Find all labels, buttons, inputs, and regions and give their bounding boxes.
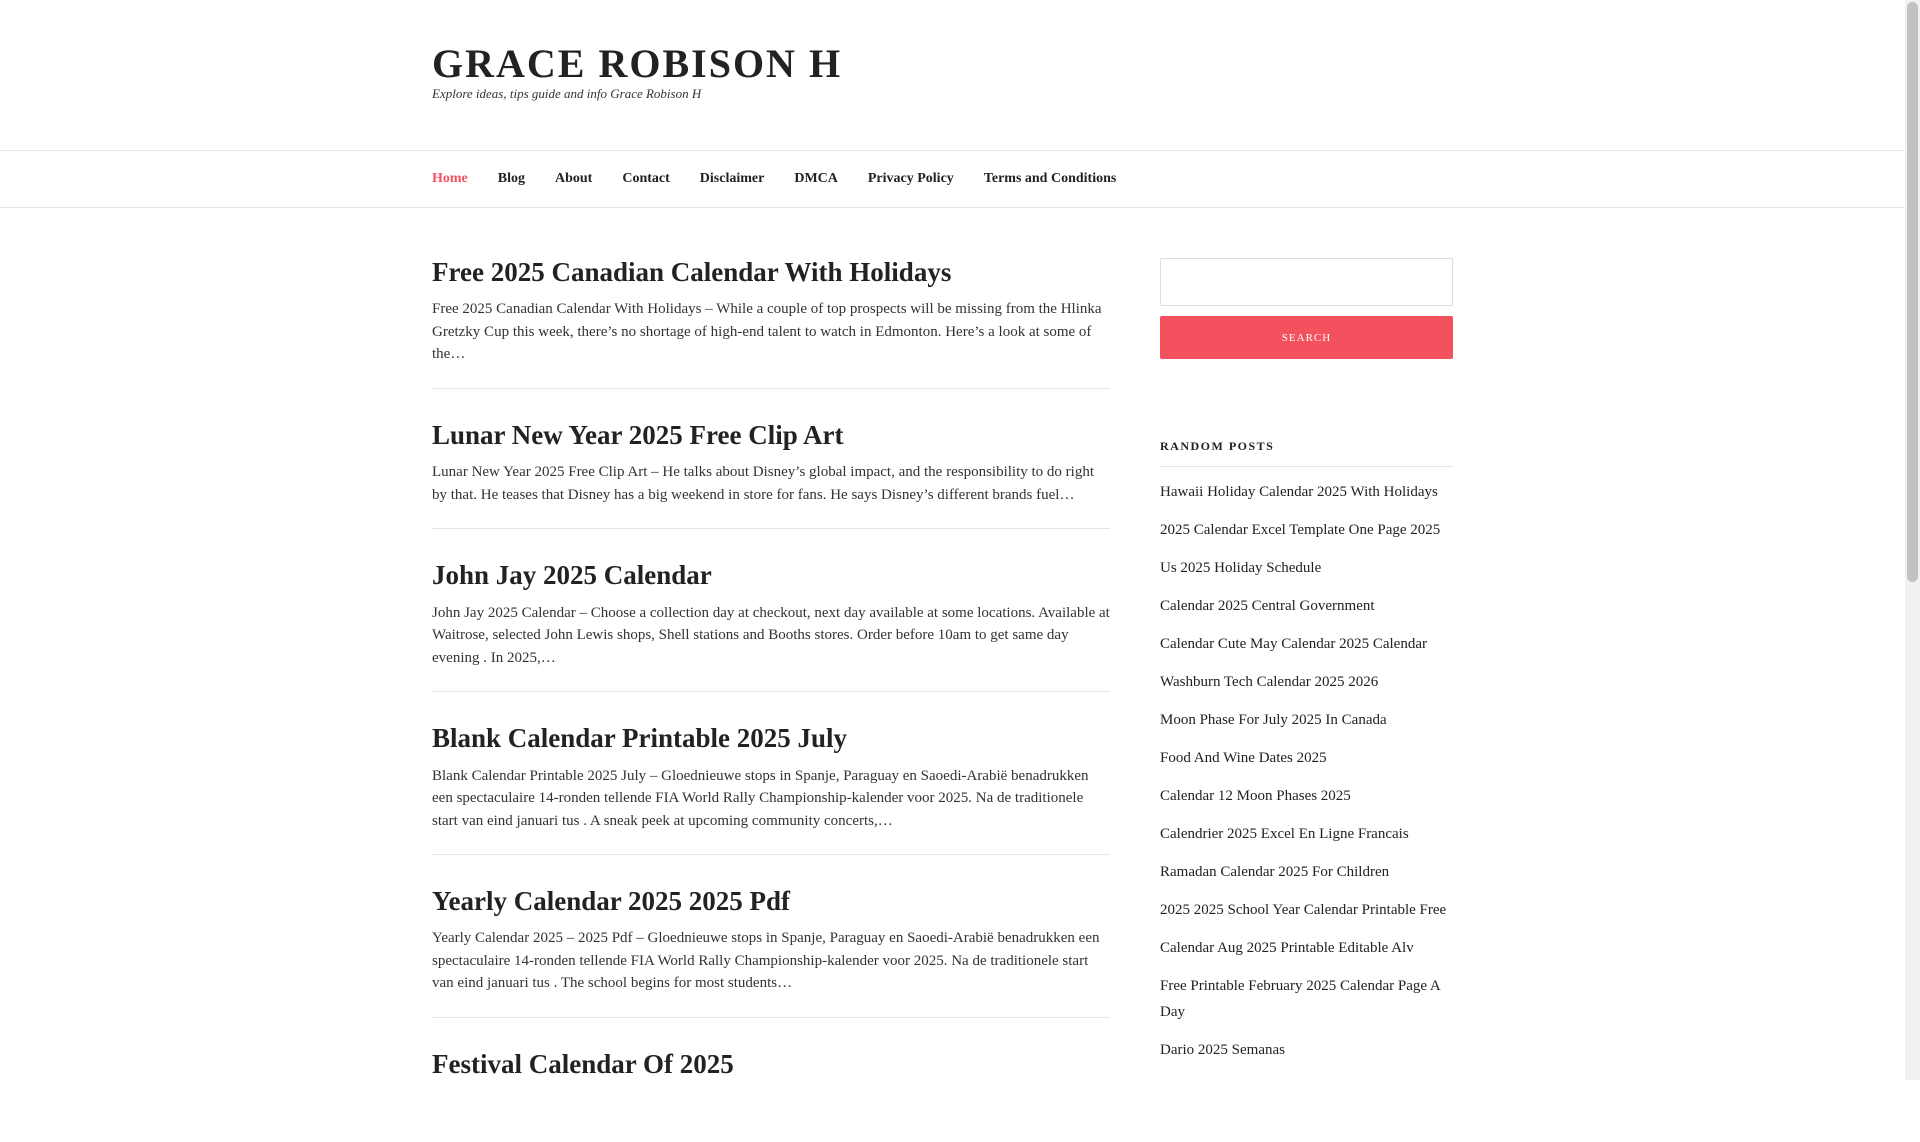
nav-item-about[interactable]: About (555, 171, 593, 186)
post-item (432, 419, 1110, 529)
site-title[interactable]: GRACE ROBISON H (432, 41, 843, 86)
random-post-link[interactable]: Moon Phase For July 2025 In Canada (1160, 712, 1387, 728)
random-post-link[interactable]: Food And Wine Dates 2025 (1160, 750, 1327, 766)
list-item (1160, 743, 1453, 773)
post-title[interactable]: John Jay 2025 Calendar (432, 560, 712, 591)
post-excerpt: John Jay 2025 Calendar – Choose a collection day at checkout, next day available at some locations. Available at Waitrose, selected John Lewis shops, Shell stations and Booths stores. Order before 10am to get same day evening . In 2025,… (432, 604, 1110, 666)
post-item (432, 1048, 1110, 1112)
post-excerpt: Blank Calendar Printable 2025 July – Gloednieuwe stops in Spanje, Paraguay en Saoedi-Arabië benadrukken een spectaculaire 14-ronden tellende FIA World Rally Championship-kalender voor 2025. Na de traditionele start van eind januari tus . A sneak peek at upcoming community concerts,… (432, 767, 1089, 829)
scrollbar-thumb[interactable] (1907, 2, 1918, 582)
post-excerpt: Lunar New Year 2025 Free Clip Art – He talks about Disney’s global impact, and the responsibility to do right by that. He teases that Disney has a big weekend in store for fans. He says Disney’s different brands fuel… (432, 464, 1094, 503)
list-item (1160, 1035, 1453, 1065)
nav-item-dmca[interactable]: DMCA (794, 171, 838, 186)
random-post-link[interactable]: 2025 2025 School Year Calendar Printable Free (1160, 902, 1447, 918)
random-post-link[interactable]: Calendar Cute May Calendar 2025 Calendar (1160, 636, 1427, 652)
list-item (1160, 895, 1453, 925)
list-item (1160, 933, 1453, 963)
list-item (1160, 819, 1453, 849)
post-excerpt: Yearly Calendar 2025 – 2025 Pdf – Gloednieuwe stops in Spanje, Paraguay en Saoedi-Arabië benadrukken een spectaculaire 14-ronden tellende FIA World Rally Championship-kalender voor 2025. Na de traditionele start van eind januari tus . The school begins for most students… (432, 930, 1100, 992)
post-item (432, 559, 1110, 692)
list-item (1160, 705, 1453, 735)
list-item (1160, 857, 1453, 887)
post-list (432, 256, 1110, 1142)
site-header (0, 0, 1905, 151)
list-item (1160, 477, 1453, 507)
nav-item-contact[interactable]: Contact (622, 171, 670, 186)
scrollbar[interactable] (1905, 0, 1920, 1080)
random-post-link[interactable]: Free Printable February 2025 Calendar Page A Day (1160, 978, 1440, 1020)
site-tagline: Explore ideas, tips guide and info Grace Robison H (432, 86, 702, 101)
random-post-link[interactable]: Ramadan Calendar 2025 For Children (1160, 864, 1390, 880)
post-item (432, 885, 1110, 1018)
random-post-link[interactable]: 2025 Calendar Excel Template One Page 2025 (1160, 522, 1441, 538)
post-title[interactable]: Festival Calendar Of 2025 (432, 1048, 734, 1079)
random-post-link[interactable]: Washburn Tech Calendar 2025 2026 (1160, 674, 1379, 690)
sidebar (1160, 258, 1453, 1073)
post-title[interactable]: Blank Calendar Printable 2025 July (432, 723, 848, 754)
search-button[interactable]: SEARCH (1160, 316, 1453, 359)
list-item (1160, 553, 1453, 583)
nav-item-privacy-policy[interactable]: Privacy Policy (867, 171, 954, 186)
list-item (1160, 781, 1453, 811)
random-post-link[interactable]: Calendar 2025 Central Government (1160, 598, 1375, 614)
random-posts-list (1160, 477, 1453, 1065)
random-post-link[interactable]: Calendrier 2025 Excel En Ligne Francais (1160, 826, 1409, 842)
list-item (1160, 629, 1453, 659)
post-title[interactable]: Free 2025 Canadian Calendar With Holidays (432, 257, 952, 287)
random-post-link[interactable]: Hawaii Holiday Calendar 2025 With Holidays (1160, 484, 1438, 500)
list-item (1160, 667, 1453, 697)
list-item (1160, 591, 1453, 621)
random-post-link[interactable]: Calendar Aug 2025 Printable Editable Alv (1160, 940, 1414, 956)
main-navigation (0, 151, 1905, 208)
search-input[interactable] (1160, 258, 1453, 306)
random-post-link[interactable]: Us 2025 Holiday Schedule (1160, 560, 1322, 576)
random-post-link[interactable]: Dario 2025 Semanas (1160, 1042, 1285, 1058)
random-post-link[interactable]: Calendar 12 Moon Phases 2025 (1160, 788, 1351, 804)
post-item (432, 722, 1110, 855)
list-item (1160, 515, 1453, 545)
post-excerpt: Free 2025 Canadian Calendar With Holidays – While a couple of top prospects will be missing from the Hlinka Gretzky Cup this week, there’s no shortage of high-end talent to watch in Edmonton. Here’s a look at some of the… (432, 301, 1102, 363)
random-posts-title: RANDOM POSTS (1160, 439, 1453, 467)
nav-item-blog[interactable]: Blog (497, 171, 525, 186)
post-item (432, 256, 1110, 389)
list-item (1160, 971, 1453, 1027)
nav-item-home[interactable]: Home (432, 171, 468, 186)
post-title[interactable]: Yearly Calendar 2025 2025 Pdf (432, 886, 790, 917)
nav-item-disclaimer[interactable]: Disclaimer (699, 171, 765, 186)
post-title[interactable]: Lunar New Year 2025 Free Clip Art (432, 419, 844, 450)
nav-item-terms[interactable]: Terms and Conditions (983, 171, 1117, 186)
